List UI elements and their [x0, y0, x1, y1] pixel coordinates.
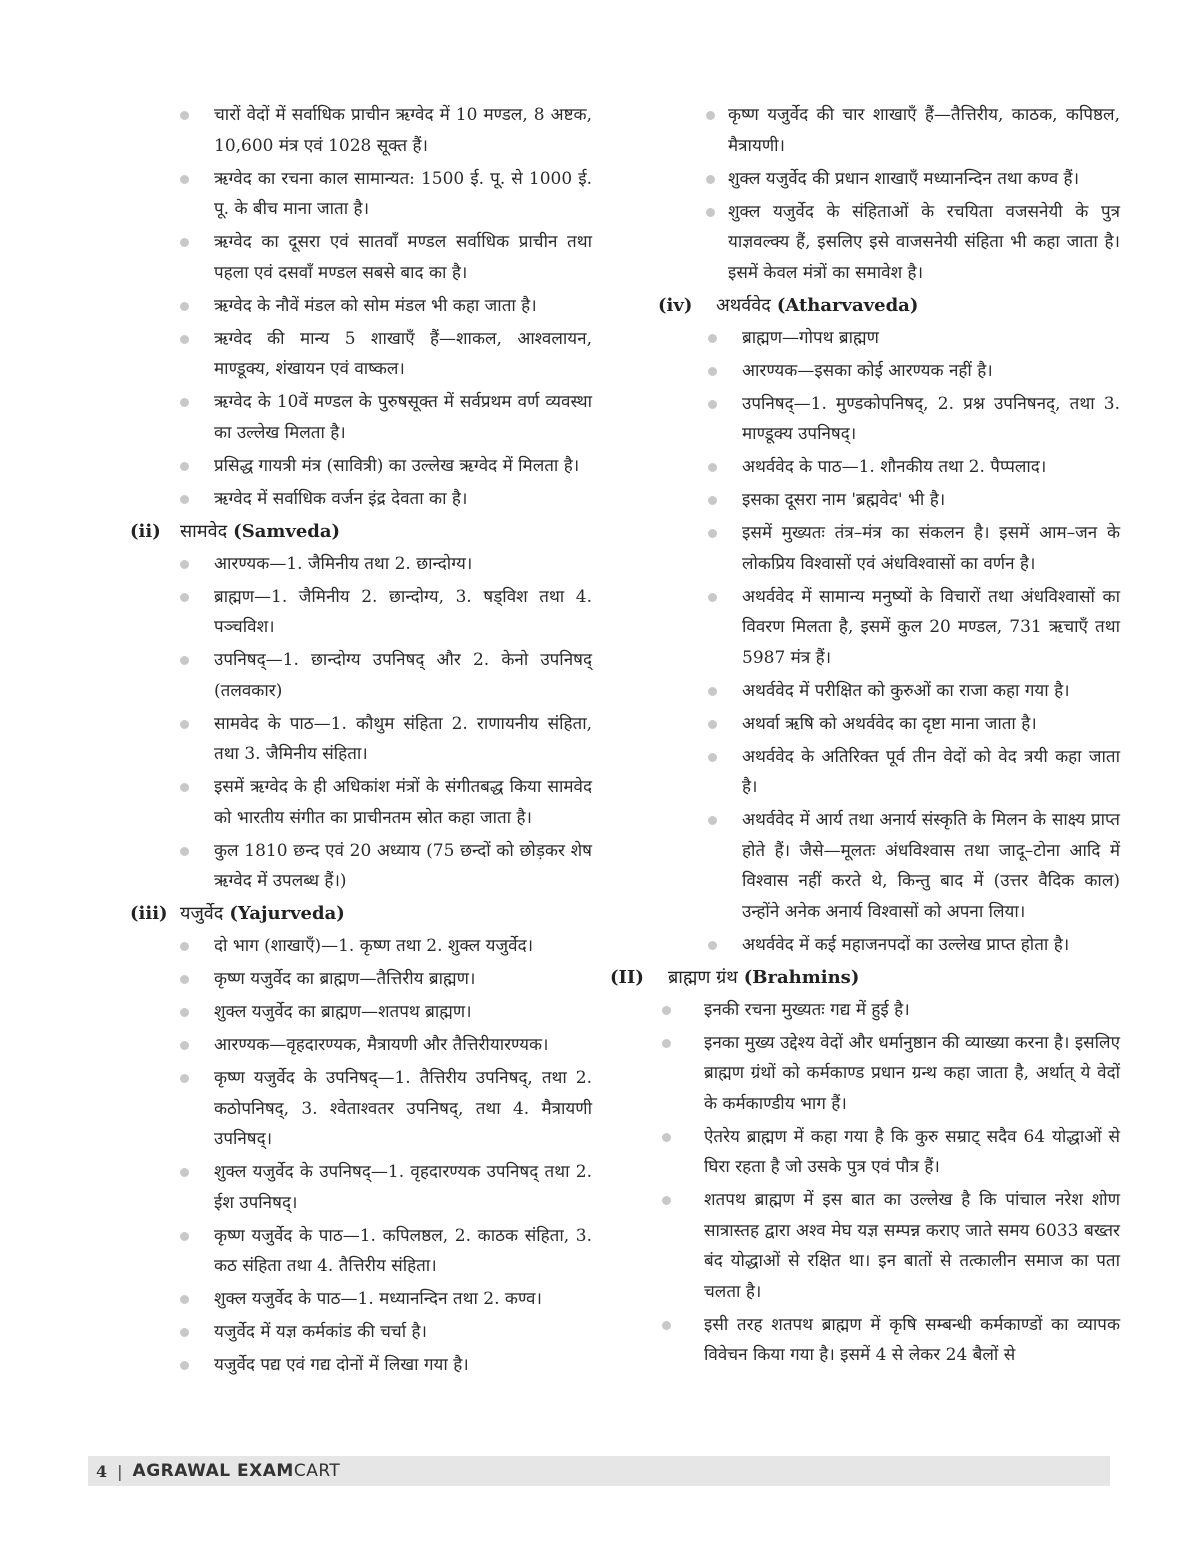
- bullet-dot-icon: [662, 1133, 671, 1142]
- bullet-dot-icon: [180, 783, 189, 792]
- bullet-dot-icon: [180, 560, 189, 569]
- list-item: ऋग्वेद के 10वें मण्डल के पुरुषसूक्त में सर्वप्रथम वर्ण व्यवस्था का उल्लेख मिलता है।: [130, 387, 592, 448]
- brand-logo-light: CART: [293, 1461, 341, 1481]
- bullet-dot-icon: [180, 1168, 189, 1177]
- bullet-dot-icon: [180, 1041, 189, 1050]
- bullet-dot-icon: [708, 334, 717, 343]
- list-item: अथर्वा ऋषि को अथर्ववेद का दृष्टा माना जाता है।: [610, 709, 1120, 740]
- bullet-dot-icon: [180, 847, 189, 856]
- list-item: चारों वेदों में सर्वाधिक प्राचीन ऋग्वेद में 10 मण्डल, 8 अष्टक, 10,600 मंत्र एवं 1028 सूक्त हैं।: [130, 100, 592, 161]
- bullet-dot-icon: [180, 111, 189, 120]
- list-item: अथर्ववेद में परीक्षित को कुरुओं का राजा कहा गया है।: [610, 676, 1120, 707]
- section-heading-yajurveda: (iii) यजुर्वेद (Yajurveda): [130, 903, 345, 924]
- bullet-dot-icon: [708, 496, 717, 505]
- list-item: कृष्ण यजुर्वेद का ब्राह्मण—तैत्तिरीय ब्राह्मण।: [130, 964, 592, 995]
- right-column: [610, 100, 1120, 1373]
- list-item: इसी तरह शतपथ ब्राह्मण में कृषि सम्बन्धी कर्मकाण्डों का व्यापक विवेचन किया गया है। इसमें 4 से लेकर 24 बैलों से: [610, 1310, 1120, 1371]
- list-item: इसमें ऋग्वेद के ही अधिकांश मंत्रों के संगीतबद्ध किया सामवेद को भारतीय संगीत का प्राचीनतम स्रोत कहा जाता है।: [130, 772, 592, 833]
- bullet-dot-icon: [180, 1328, 189, 1337]
- list-item: ऋग्वेद का रचना काल सामान्यत: 1500 ई. पू. से 1000 ई. पू. के बीच माना जाता है।: [130, 164, 592, 225]
- list-item: इसका दूसरा नाम 'ब्रह्मवेद' भी है।: [610, 485, 1120, 516]
- bullet-dot-icon: [180, 593, 189, 602]
- bullet-dot-icon: [708, 720, 717, 729]
- list-item: आरण्यक—1. जैमिनीय तथा 2. छान्दोग्य।: [130, 549, 592, 580]
- bullet-dot-icon: [708, 529, 717, 538]
- samveda-bullet-list: [130, 549, 592, 897]
- list-item: ऋग्वेद में सर्वाधिक वर्जन इंद्र देवता का है।: [130, 484, 592, 515]
- bullet-dot-icon: [708, 367, 717, 376]
- section-heading-brahmins: (II) ब्राह्मण ग्रंथ (Brahmins): [610, 966, 860, 988]
- list-item: दो भाग (शाखाएँ)—1. कृष्ण तथा 2. शुक्ल यजुर्वेद।: [130, 931, 592, 962]
- list-item: उपनिषद्—1. छान्दोग्य उपनिषद् और 2. केनो उपनिषद् (तलवकार): [130, 645, 592, 706]
- list-item: ब्राह्मण—1. जैमिनीय 2. छान्दोग्य, 3. षड्विश तथा 4. पञ्चविश।: [130, 582, 592, 643]
- atharvaveda-bullet-list: [610, 323, 1120, 961]
- bullet-dot-icon: [662, 1196, 671, 1205]
- bullet-dot-icon: [708, 816, 717, 825]
- list-item: अथर्ववेद में आर्य तथा अनार्य संस्कृति के मिलन के साक्ष्य प्राप्त होते हैं। जैसे—मूलतः अंधविश्वास तथा जादू–टोना आदि में विश्वास नहीं करते थे, किन्तु बाद में (उत्तर वैदिक काल) उन्होंने अनेक अनार्य विश्वासों को अपना लिया।: [610, 805, 1120, 927]
- brand-logo-bold: AGRAWAL EXAM: [132, 1461, 294, 1481]
- brahmins-bullet-list: [610, 995, 1120, 1371]
- rigveda-bullet-list: [130, 100, 592, 514]
- bullet-dot-icon: [180, 175, 189, 184]
- bullet-dot-icon: [706, 208, 715, 217]
- list-item: इसमें मुख्यतः तंत्र–मंत्र का संकलन है। इसमें आम–जन के लोकप्रिय विश्वासों एवं अंधविश्वासों का वर्णन है।: [610, 518, 1120, 579]
- list-item: ऋग्वेद की मान्य 5 शाखाएँ हैं—शाकल, आश्वलायन, माण्डूक्य, शंखायन एवं वाष्कल।: [130, 324, 592, 385]
- list-item: अथर्ववेद के अतिरिक्त पूर्व तीन वेदों को वेद त्रयी कहा जाता है।: [610, 742, 1120, 803]
- list-item: शतपथ ब्राह्मण में इस बात का उल्लेख है कि पांचाल नरेश शोण सात्रास्तह द्वारा अश्व मेघ यज्ञ सम्पन्न कराए जाते समय 6033 बख्तर बंद योद्धाओं से रक्षित था। इन बातों से तत्कालीन समाज का पता चलता है।: [610, 1185, 1120, 1307]
- list-item: इनकी रचना मुख्यतः गद्य में हुई है।: [610, 995, 1120, 1026]
- list-item: शुक्ल यजुर्वेद का ब्राह्मण—शतपथ ब्राह्मण।: [130, 997, 592, 1028]
- page-footer: [88, 1456, 1110, 1486]
- list-item: उपनिषद्—1. मुण्डकोपनिषद्, 2. प्रश्न उपनिषनद्, तथा 3. माण्डूक्य उपनिषद्।: [610, 389, 1120, 450]
- bullet-dot-icon: [708, 400, 717, 409]
- list-item: ऋग्वेद का दूसरा एवं सातवाँ मण्डल सर्वाधिक प्राचीन तथा पहला एवं दसवाँ मण्डल सबसे बाद का है।: [130, 227, 592, 288]
- list-item: सामवेद के पाठ—1. कौथुम संहिता 2. राणायनीय संहिता, तथा 3. जैमिनीय संहिता।: [130, 709, 592, 770]
- list-item: आरण्यक—इसका कोई आरण्यक नहीं है।: [610, 356, 1120, 387]
- list-item: कृष्ण यजुर्वेद के पाठ—1. कपिलष्ठल, 2. काठक संहिता, 3. कठ संहिता तथा 4. तैत्तिरीय संहिता।: [130, 1221, 592, 1282]
- footer-separator: |: [117, 1461, 123, 1481]
- section-heading-atharvaveda: (iv) अथर्ववेद (Atharvaveda): [658, 294, 919, 316]
- list-item: यजुर्वेद पद्य एवं गद्य दोनों में लिखा गया है।: [130, 1350, 592, 1381]
- bullet-dot-icon: [662, 1006, 671, 1015]
- bullet-dot-icon: [180, 1232, 189, 1241]
- bullet-dot-icon: [180, 398, 189, 407]
- bullet-dot-icon: [708, 593, 717, 602]
- list-item: शुक्ल यजुर्वेद की प्रधान शाखाएँ मध्यानन्दिन तथा कण्व हैं।: [610, 164, 1120, 195]
- bullet-dot-icon: [180, 975, 189, 984]
- bullet-dot-icon: [708, 463, 717, 472]
- bullet-dot-icon: [662, 1321, 671, 1330]
- bullet-dot-icon: [662, 1039, 671, 1048]
- list-item: शुक्ल यजुर्वेद के पाठ—1. मध्यानन्दिन तथा 2. कण्व।: [130, 1284, 592, 1315]
- bullet-dot-icon: [180, 302, 189, 311]
- list-item: कुल 1810 छन्द एवं 20 अध्याय (75 छन्दों को छोड़कर शेष ऋग्वेद में उपलब्ध हैं।): [130, 836, 592, 897]
- yajurveda-continued-bullet-list: [610, 100, 1120, 288]
- list-item: ऋग्वेद के नौवें मंडल को सोम मंडल भी कहा जाता है।: [130, 291, 592, 322]
- list-item: कृष्ण यजुर्वेद की चार शाखाएँ हैं—तैत्तिरीय, काठक, कपिष्ठल, मैत्रायणी।: [610, 100, 1120, 161]
- bullet-dot-icon: [180, 238, 189, 247]
- bullet-dot-icon: [180, 1361, 189, 1370]
- yajurveda-bullet-list: [130, 931, 592, 1381]
- list-item: अथर्ववेद में सामान्य मनुष्यों के विचारों तथा अंधविश्वासों का विवरण मिलता है, इसमें कुल 20 मण्डल, 731 ऋचाएँ तथा 5987 मंत्र हैं।: [610, 582, 1120, 674]
- list-item: कृष्ण यजुर्वेद के उपनिषद्—1. तैत्तिरीय उपनिषद्, तथा 2. कठोपनिषद्, 3. श्वेताश्वतर उपनिषद्, तथा 4. मैत्रायणी उपनिषद्।: [130, 1063, 592, 1155]
- bullet-dot-icon: [180, 1008, 189, 1017]
- list-item: अथर्ववेद के पाठ—1. शौनकीय तथा 2. पैप्पलाद।: [610, 452, 1120, 483]
- list-item: ऐतरेय ब्राह्मण में कहा गया है कि कुरु सम्राट् सदैव 64 योद्धाओं से घिरा रहता है जो उसके पुत्र एवं पौत्र हैं।: [610, 1122, 1120, 1183]
- bullet-dot-icon: [180, 720, 189, 729]
- section-heading-samveda: (ii) सामवेद (Samveda): [130, 520, 341, 542]
- list-item: अथर्ववेद में कई महाजनपदों का उल्लेख प्राप्त होता है।: [610, 930, 1120, 961]
- list-item: शुक्ल यजुर्वेद के संहिताओं के रचयिता वजसनेयी के पुत्र याज्ञवल्क्य हैं, इसलिए इसे वाजसनेयी संहिता भी कहा जाता है। इसमें केवल मंत्रों का समावेश है।: [610, 197, 1120, 289]
- bullet-dot-icon: [708, 941, 717, 950]
- bullet-dot-icon: [180, 462, 189, 471]
- list-item: यजुर्वेद में यज्ञ कर्मकांड की चर्चा है।: [130, 1317, 592, 1348]
- bullet-dot-icon: [180, 942, 189, 951]
- list-item: शुक्ल यजुर्वेद के उपनिषद्—1. वृहदारण्यक उपनिषद् तथा 2. ईश उपनिषद्।: [130, 1157, 592, 1218]
- bullet-dot-icon: [180, 1074, 189, 1083]
- list-item: ब्राह्मण—गोपथ ब्राह्मण: [610, 323, 1120, 354]
- page-number: 4: [96, 1461, 108, 1481]
- list-item: आरण्यक—वृहदारण्यक, मैत्रायणी और तैत्तिरीयारण्यक।: [130, 1030, 592, 1061]
- bullet-dot-icon: [708, 753, 717, 762]
- list-item: प्रसिद्ध गायत्री मंत्र (सावित्री) का उल्लेख ऋग्वेद में मिलता है।: [130, 451, 592, 482]
- bullet-dot-icon: [180, 1295, 189, 1304]
- bullet-dot-icon: [706, 175, 715, 184]
- bullet-dot-icon: [708, 687, 717, 696]
- list-item: इनका मुख्य उद्देश्य वेदों और धर्मानुष्ठान की व्याख्या करना है। इसलिए ब्राह्मण ग्रंथों को कर्मकाण्ड प्रधान ग्रन्थ कहा जाता है, अर्थात् ये वेदों के कर्मकाण्डीय भाग हैं।: [610, 1028, 1120, 1120]
- bullet-dot-icon: [706, 111, 715, 120]
- bullet-dot-icon: [180, 335, 189, 344]
- bullet-dot-icon: [180, 495, 189, 504]
- bullet-dot-icon: [180, 656, 189, 665]
- left-column: [130, 100, 592, 1383]
